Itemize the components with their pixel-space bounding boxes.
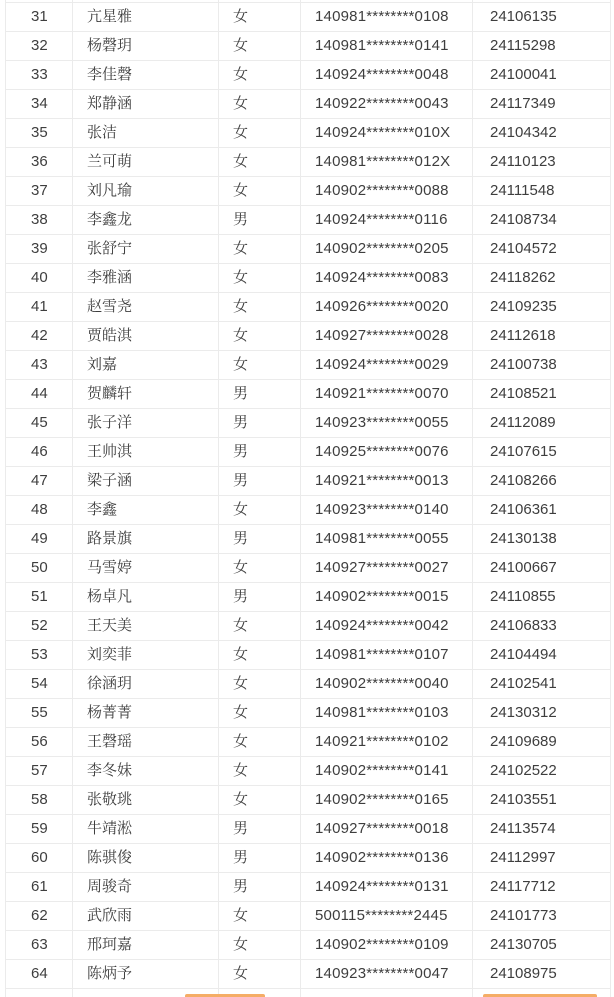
- cell-code: 24101773: [490, 907, 557, 924]
- cell-name: 杨卓凡: [73, 583, 219, 611]
- cell-id_masked: 140923********0140: [301, 496, 473, 524]
- cell-code: 24112089: [490, 414, 556, 431]
- cell-id_masked: 140924********0083: [301, 264, 473, 292]
- cell-gender: 男: [219, 438, 301, 466]
- table-row: [6, 612, 610, 641]
- cell-code: [473, 0, 610, 2]
- cell-code: 24103551: [490, 791, 557, 808]
- cell-gender: 男: [219, 844, 301, 872]
- cell-id_masked: 140902********0015: [301, 583, 473, 611]
- cell-gender: 男: [219, 815, 301, 843]
- cell-code: 24109689: [490, 733, 557, 750]
- cell-id_masked: 140902********0136: [301, 844, 473, 872]
- cell-no: [6, 0, 73, 2]
- cell-code: 24110855: [490, 588, 556, 605]
- cell-name: 武欣雨: [73, 902, 219, 930]
- cell-no: 52: [6, 612, 73, 640]
- cell-name: 赵雪尧: [73, 293, 219, 321]
- cell-code: 24102541: [490, 675, 557, 692]
- table-row: [6, 902, 610, 931]
- cell-gender: 男: [219, 873, 301, 901]
- cell-code: 24108266: [490, 472, 557, 489]
- cell-gender: 女: [219, 728, 301, 756]
- cell-code: 24100738: [490, 356, 557, 373]
- cell-no: 56: [6, 728, 73, 756]
- table-row: [6, 583, 610, 612]
- cell-no: 43: [6, 351, 73, 379]
- cell-gender: 女: [219, 554, 301, 582]
- table-row: [6, 960, 610, 989]
- cell-name: 杨菁菁: [73, 699, 219, 727]
- cell-name: [73, 0, 219, 2]
- cell-id_masked: 140927********0027: [301, 554, 473, 582]
- table-row: [6, 525, 610, 554]
- cell-code: 24113574: [490, 820, 556, 837]
- cell-id_masked: 140902********0040: [301, 670, 473, 698]
- cell-name: 陈炳予: [73, 960, 219, 988]
- cell-code: 24130312: [490, 704, 557, 721]
- cell-name: 李雅涵: [73, 264, 219, 292]
- cell-id_masked: 140927********0018: [301, 815, 473, 843]
- cell-gender: 女: [219, 177, 301, 205]
- cell-gender: 女: [219, 351, 301, 379]
- cell-gender: [219, 0, 301, 2]
- cell-name: 亢星雅: [73, 3, 219, 31]
- table-row: [6, 554, 610, 583]
- cell-id_masked: 140925********0076: [301, 438, 473, 466]
- cell-gender: 男: [219, 409, 301, 437]
- cell-code: 24109235: [490, 298, 557, 315]
- cell-no: 58: [6, 786, 73, 814]
- cell-gender: 男: [219, 583, 301, 611]
- cell-code: 24130705: [490, 936, 557, 953]
- cell-name: 贾皓淇: [73, 322, 219, 350]
- cell-id_masked: 140924********0048: [301, 61, 473, 89]
- cell-gender: 女: [219, 3, 301, 31]
- cell-id_masked: 140924********0042: [301, 612, 473, 640]
- cell-name: 李鑫龙: [73, 206, 219, 234]
- cell-id_masked: 140921********0070: [301, 380, 473, 408]
- cell-name: 刘嘉: [73, 351, 219, 379]
- table-row: [6, 293, 610, 322]
- cell-gender: 女: [219, 902, 301, 930]
- table-row: [6, 322, 610, 351]
- cell-gender: 女: [219, 235, 301, 263]
- cell-id_masked: 140981********0107: [301, 641, 473, 669]
- table-row: [6, 728, 610, 757]
- cell-name: 王帅淇: [73, 438, 219, 466]
- cell-name: 张子洋: [73, 409, 219, 437]
- cell-id_masked: 140902********0109: [301, 931, 473, 959]
- cell-name: 王天美: [73, 612, 219, 640]
- cell-name: 张洁: [73, 119, 219, 147]
- cell-id: [301, 0, 473, 2]
- table-row: [6, 873, 610, 902]
- cell-gender: 男: [219, 206, 301, 234]
- cell-id_masked: 140981********012X: [301, 148, 473, 176]
- table-row: [6, 351, 610, 380]
- cell-name: 贺麟轩: [73, 380, 219, 408]
- cell-no: 32: [6, 32, 73, 60]
- cell-no: 31: [6, 3, 73, 31]
- cell-id_masked: 500115********2445: [301, 902, 473, 930]
- table-row: [6, 264, 610, 293]
- cell-no: 57: [6, 757, 73, 785]
- cell-no: 59: [6, 815, 73, 843]
- cell-no: 61: [6, 873, 73, 901]
- cell-no: 37: [6, 177, 73, 205]
- cell-code: 24107615: [490, 443, 557, 460]
- cell-no: 38: [6, 206, 73, 234]
- cell-name: 陈骐俊: [73, 844, 219, 872]
- cell-gender: 女: [219, 960, 301, 988]
- cell-gender: 女: [219, 32, 301, 60]
- cell-id_masked: 140921********0102: [301, 728, 473, 756]
- roster-table: [5, 0, 611, 997]
- cell-no: 44: [6, 380, 73, 408]
- cell-no: 60: [6, 844, 73, 872]
- table-row: [6, 206, 610, 235]
- cell-code: 24104572: [490, 240, 557, 257]
- table-row: [6, 409, 610, 438]
- cell-no: 51: [6, 583, 73, 611]
- table-row: [6, 32, 610, 61]
- cell-code: 24100041: [490, 66, 557, 83]
- table-row: [6, 119, 610, 148]
- cell-code: 24108975: [490, 965, 557, 982]
- cell-name: 牛靖淞: [73, 815, 219, 843]
- cell-code: 24104494: [490, 646, 557, 663]
- cell-code: 24106833: [490, 617, 557, 634]
- table-row: [6, 496, 610, 525]
- cell-id_masked: 140981********0108: [301, 3, 473, 31]
- cell-code: 24130138: [490, 530, 557, 547]
- table-row: [6, 757, 610, 786]
- cell-id_masked: 140927********0028: [301, 322, 473, 350]
- cell-gender: 女: [219, 757, 301, 785]
- table-row: [6, 641, 610, 670]
- cell-id_masked: 140923********0047: [301, 960, 473, 988]
- cell-gender: 男: [219, 467, 301, 495]
- cell-gender: 女: [219, 61, 301, 89]
- cell-code: 24111548: [490, 182, 555, 199]
- table-row: [6, 844, 610, 873]
- cell-no: 54: [6, 670, 73, 698]
- table-row: [6, 438, 610, 467]
- cell-gender: 女: [219, 322, 301, 350]
- cell-code: 24117712: [490, 878, 556, 895]
- table-row: [6, 931, 610, 960]
- cell-id_masked: 140926********0020: [301, 293, 473, 321]
- cell-id_masked: 140981********0141: [301, 32, 473, 60]
- cell-id_masked: 140924********0029: [301, 351, 473, 379]
- cell-no: 42: [6, 322, 73, 350]
- cell-no: 45: [6, 409, 73, 437]
- cell-name: 邢珂嘉: [73, 931, 219, 959]
- table-row: [6, 380, 610, 409]
- cell-no: 50: [6, 554, 73, 582]
- cell-id_masked: 140902********0088: [301, 177, 473, 205]
- cell-no: 34: [6, 90, 73, 118]
- cell-no: 47: [6, 467, 73, 495]
- table-row: [6, 815, 610, 844]
- cell-name: 郑静涵: [73, 90, 219, 118]
- cell-no: 41: [6, 293, 73, 321]
- cell-name: 李冬妹: [73, 757, 219, 785]
- cell-gender: 女: [219, 699, 301, 727]
- cell-gender: 女: [219, 612, 301, 640]
- table-row: [6, 90, 610, 119]
- table-row: [6, 699, 610, 728]
- cell-code: 24102522: [490, 762, 557, 779]
- table-row: [6, 670, 610, 699]
- cell-no: [6, 989, 73, 997]
- cell-gender: 女: [219, 119, 301, 147]
- cell-gender: 男: [219, 380, 301, 408]
- cell-id_masked: 140924********0116: [301, 206, 473, 234]
- cell-gender: 女: [219, 90, 301, 118]
- cell-no: 40: [6, 264, 73, 292]
- cell-code: 24104342: [490, 124, 557, 141]
- cell-id_masked: 140902********0205: [301, 235, 473, 263]
- cell-gender: 女: [219, 148, 301, 176]
- cell-code: 24110123: [490, 153, 556, 170]
- cell-id_masked: 140902********0141: [301, 757, 473, 785]
- cell-name: 兰可萌: [73, 148, 219, 176]
- cell-name: 王磬瑶: [73, 728, 219, 756]
- cell-no: 48: [6, 496, 73, 524]
- table-row: [6, 148, 610, 177]
- table-row: [6, 235, 610, 264]
- cell-name: 刘奕菲: [73, 641, 219, 669]
- cell-name: 张敬珧: [73, 786, 219, 814]
- cell-no: 49: [6, 525, 73, 553]
- cell-id_masked: 140981********0103: [301, 699, 473, 727]
- cell-name: 周骏奇: [73, 873, 219, 901]
- cell-no: 33: [6, 61, 73, 89]
- cell-id_masked: 140924********0131: [301, 873, 473, 901]
- cell-no: 46: [6, 438, 73, 466]
- cell-code: 24106361: [490, 501, 557, 518]
- cell-no: 64: [6, 960, 73, 988]
- cell-id_masked: 140924********010X: [301, 119, 473, 147]
- table-row: [6, 786, 610, 815]
- cell-no: 39: [6, 235, 73, 263]
- cell-gender: 女: [219, 641, 301, 669]
- cell-id_masked: 140921********0013: [301, 467, 473, 495]
- cell-no: 53: [6, 641, 73, 669]
- cell-no: 35: [6, 119, 73, 147]
- cell-code: 24112618: [490, 327, 556, 344]
- cell-gender: 女: [219, 496, 301, 524]
- cell-code: 24100667: [490, 559, 557, 576]
- cell-id_masked: 140922********0043: [301, 90, 473, 118]
- cell-id: [301, 989, 473, 997]
- cell-name: 李鑫: [73, 496, 219, 524]
- cell-name: 李佳磬: [73, 61, 219, 89]
- cell-code: 24106135: [490, 8, 557, 25]
- cell-code: 24117349: [490, 95, 556, 112]
- cell-no: 36: [6, 148, 73, 176]
- cell-gender: 女: [219, 931, 301, 959]
- cell-code: 24115298: [490, 37, 556, 54]
- cell-name: 杨磬玥: [73, 32, 219, 60]
- cell-name: 马雪婷: [73, 554, 219, 582]
- cell-code: 24108521: [490, 385, 557, 402]
- cell-gender: 男: [219, 525, 301, 553]
- cell-name: 路景旗: [73, 525, 219, 553]
- cell-gender: 女: [219, 670, 301, 698]
- cell-code: 24118262: [490, 269, 556, 286]
- cell-name: 刘凡瑜: [73, 177, 219, 205]
- cell-no: 62: [6, 902, 73, 930]
- cell-id_masked: 140981********0055: [301, 525, 473, 553]
- cell-gender: 女: [219, 293, 301, 321]
- table-row: [6, 467, 610, 496]
- cell-name: 徐涵玥: [73, 670, 219, 698]
- cell-code: 24108734: [490, 211, 557, 228]
- table-row: [6, 61, 610, 90]
- cell-id_masked: 140902********0165: [301, 786, 473, 814]
- cell-no: 63: [6, 931, 73, 959]
- cell-gender: 女: [219, 264, 301, 292]
- cell-name: 张舒宁: [73, 235, 219, 263]
- table-row: [6, 3, 610, 32]
- cell-gender: 女: [219, 786, 301, 814]
- cell-id_masked: 140923********0055: [301, 409, 473, 437]
- table-row: [6, 177, 610, 206]
- cell-code: 24112997: [490, 849, 556, 866]
- cell-name: 梁子涵: [73, 467, 219, 495]
- cell-no: 55: [6, 699, 73, 727]
